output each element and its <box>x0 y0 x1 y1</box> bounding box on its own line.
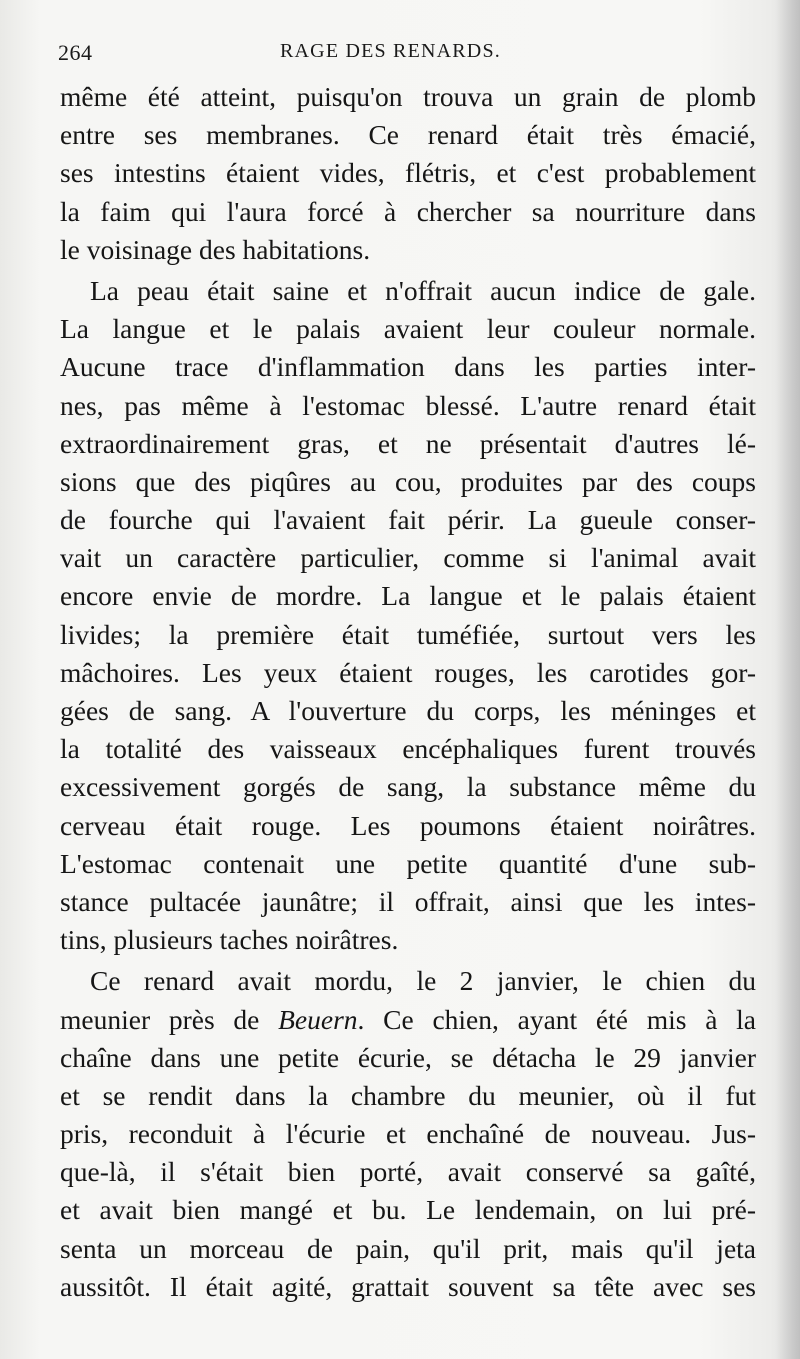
text-line: que-là, il s'était bien porté, avait conservé sa gaîté, <box>60 1156 756 1188</box>
page-edge-shadow <box>776 0 800 1359</box>
text-segment: . Ce chien, ayant été mis à la <box>357 1003 756 1035</box>
text-line: senta un morceau de pain, qu'il prit, mais qu'il jeta <box>60 1232 756 1264</box>
text-line: pris, reconduit à l'écurie et enchaîné de nouveau. Jus- <box>60 1118 756 1150</box>
text-line: chaîne dans une petite écurie, se détacha le 29 janvier <box>60 1041 756 1073</box>
text-line: gées de sang. A l'ouverture du corps, les méninges et <box>60 695 756 726</box>
text-line: Ce renard avait mordu, le 2 janvier, le chien du <box>90 965 756 997</box>
body-text <box>60 78 756 1306</box>
text-line: stance pultacée jaunâtre; il offrait, ainsi que les intes- <box>60 885 756 917</box>
text-line: excessivement gorgés de sang, la substance même du <box>60 771 756 803</box>
text-line: tins, plusieurs taches noirâtres. <box>60 924 399 956</box>
text-line: livides; la première était tuméfiée, surtout vers les <box>60 618 756 650</box>
text-line: le voisinage des habitations. <box>60 233 371 265</box>
paragraph-3 <box>60 962 756 1306</box>
text-line: mâchoires. Les yeux étaient rouges, les carotides gor- <box>60 656 756 688</box>
text-line: la totalité des vaisseaux encéphaliques furent trouvés <box>60 733 756 765</box>
place-name: Beuern <box>278 1003 358 1035</box>
text-line: entre ses membranes. Ce renard était très émacié, <box>60 119 756 151</box>
text-line: vait un caractère particulier, comme si l'animal avait <box>60 542 756 574</box>
text-line: encore envie de mordre. La langue et le palais étaient <box>60 580 756 612</box>
text-line: et avait bien mangé et bu. Le lendemain, on lui pré- <box>60 1194 756 1226</box>
text-line: nes, pas même à l'estomac blessé. L'autre renard était <box>60 389 756 421</box>
running-title: RAGE DES RENARDS. <box>280 40 501 62</box>
text-line: La peau était saine et n'offrait aucun indice de gale. <box>90 274 756 306</box>
text-line-with-place-name <box>60 1001 756 1039</box>
paragraph-1 <box>60 78 756 269</box>
text-segment: meunier près de <box>60 1003 279 1035</box>
text-line: Aucune trace d'inflammation dans les parties inter- <box>60 351 756 383</box>
paragraph-2 <box>60 272 756 959</box>
text-line: sions que des piqûres au cou, produites par des coups <box>60 465 756 497</box>
page-number: 264 <box>58 40 93 65</box>
text-line: aussitôt. Il était agité, grattait souvent sa tête avec ses <box>60 1270 756 1302</box>
text-line: La langue et le palais avaient leur couleur normale. <box>60 313 756 345</box>
text-line: ses intestins étaient vides, flétris, et c'est probablement <box>60 157 756 189</box>
text-line: même été atteint, puisqu'on trouva un grain de plomb <box>60 81 756 112</box>
text-line: et se rendit dans la chambre du meunier, où il fut <box>60 1079 756 1111</box>
text-line: la faim qui l'aura forcé à chercher sa nourriture dans <box>60 195 756 227</box>
page-header <box>58 36 758 76</box>
text-line: L'estomac contenait une petite quantité d'une sub- <box>60 847 756 879</box>
text-line: extraordinairement gras, et ne présentait d'autres lé- <box>60 427 756 459</box>
text-line: de fourche qui l'avaient fait périr. La gueule conser- <box>60 504 756 536</box>
text-line: cerveau était rouge. Les poumons étaient noirâtres. <box>60 809 756 841</box>
